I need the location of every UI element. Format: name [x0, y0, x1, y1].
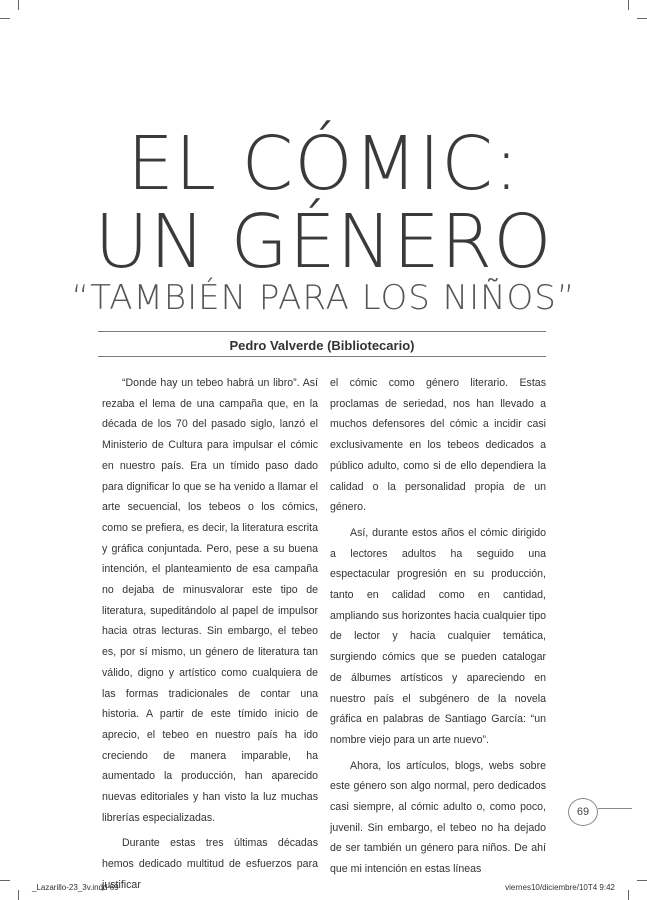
crop-mark [628, 890, 629, 900]
divider-top [98, 331, 546, 332]
text-column-right [330, 373, 546, 880]
paragraph: Ahora, los artículos, blogs, webs sobre este género son algo normal, pero dedicados casi siempre, al cómic adulto o, como poco, juvenil. Sin embargo, el tebeo no ha dejado de ser también un género para niños. De ahí que mi intención en estas líneas [330, 759, 546, 876]
author-byline: Pedro Valverde (Bibliotecario) [229, 338, 415, 353]
crop-mark [0, 880, 10, 881]
crop-mark [0, 18, 10, 19]
subtitle: “TAMBIÉN PARA LOS NIÑOS” [71, 278, 576, 318]
paragraph: Durante estas tres últimas décadas hemos dedicado multitud de esfuerzos para justificar [102, 837, 318, 891]
text-column-left [102, 373, 318, 896]
title-line-2: UN GÉNERO [94, 199, 553, 285]
crop-mark [637, 18, 647, 19]
crop-mark [628, 0, 629, 10]
crop-mark [637, 880, 647, 881]
crop-mark [18, 890, 19, 900]
page-number-rule [598, 808, 632, 809]
paragraph: el cómic como género literario. Estas proclamas de seriedad, nos han llevado a muchos defensores del cómic a incidir casi exclusivamente en los tebeos dedicados a público adulto, como si de ello dependiera la calidad o la personalidad propia de un género. [330, 377, 546, 514]
divider-bottom [98, 356, 546, 357]
footer-file-slug: _Lazarillo-23_3v.indd 69 [32, 883, 119, 892]
page-number: 69 [568, 798, 598, 826]
title-line-1: EL CÓMIC: [127, 121, 520, 207]
paragraph: Así, durante estos años el cómic dirigido a lectores adultos ha seguido una espectacular progresión en su producción, tanto en calidad como en cantidad, ampliando sus horizontes hacia cualquier tipo de lector y hacia cualquier temática, surgiendo cómics que se pueden catalogar de álbumes artísticos y apareciendo en nuestro país el subgénero de la novela gráfica en palabras de Santiago García: “un nombre viejo para un arte nuevo”. [330, 526, 546, 746]
paragraph: “Donde hay un tebeo habrá un libro”. Así rezaba el lema de una campaña que, en la década de los 70 del pasado siglo, lanzó el Ministerio de Cultura para impulsar el cómic en nuestro país. Era un tímido paso dado para dignificar lo que se ha venido a llamar el arte secuencial, los tebeos o los cómics, como se prefiera, es decir, la literatura escrita y gráfica conjuntada. Pero, pese a su buena intención, el planteamiento de esa campaña no dejaba de minusvalorar este tipo de literatura, supeditándolo al papel de impulsor hacia otras lecturas. Sin embargo, el tebeo es, por sí mismo, un género de literatura tan válido, digno y artístico como cualquiera de las formas tradicionales de contar una historia. A partir de este tímido inicio de aprecio, el tebeo en nuestro país ha ido creciendo de manera imparable, ha aumentado la producción, han aparecido nuevas editoriales y han visto la luz muchas librerías especializadas. [102, 377, 318, 824]
footer-timestamp: viernes10/diciembre/10T4 9:42 [505, 883, 615, 892]
crop-mark [18, 0, 19, 10]
